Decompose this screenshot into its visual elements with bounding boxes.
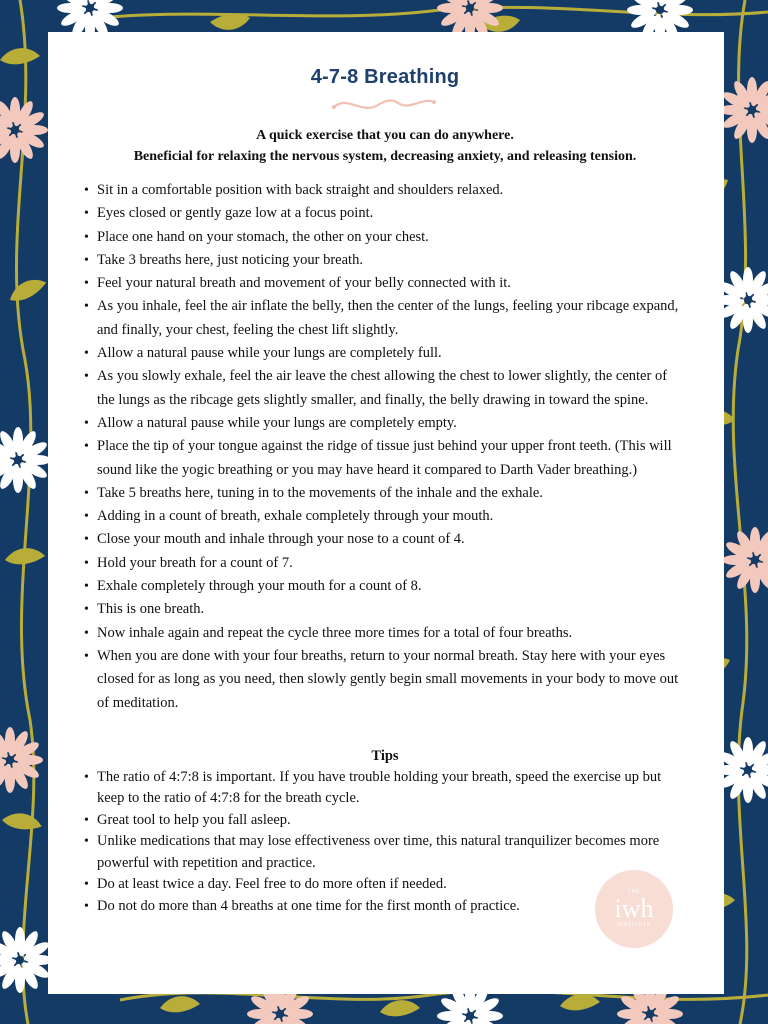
step-item: • Take 3 breaths here, just noticing your breath.: [84, 249, 686, 272]
tips-list: [84, 767, 686, 918]
tip-item: • Do not do more than 4 breaths at one time for the first month of practice.: [84, 896, 686, 918]
logo-main-text: iwh: [614, 894, 654, 923]
step-item: • Close your mouth and inhale through your nose to a count of 4.: [84, 528, 686, 551]
step-item: • Now inhale again and repeat the cycle three more times for a total of four breaths.: [84, 622, 686, 645]
iwh-institute-logo: [595, 870, 673, 948]
page-title: 4-7-8 Breathing: [310, 66, 460, 88]
intro-line-2: Beneficial for relaxing the nervous system, decreasing anxiety, and releasing tension.: [133, 149, 637, 164]
intro-text: [84, 125, 686, 167]
logo-top-text: THE: [627, 889, 641, 895]
step-item: • As you slowly exhale, feel the air leave the chest allowing the chest to lower slightly, the center of the lungs as the ribcage gets slightly smaller, and finally, the belly drawing in toward the spine.: [84, 365, 686, 412]
step-item: • Exhale completely through your mouth for a count of 8.: [84, 575, 686, 598]
step-item: • Adding in a count of breath, exhale completely through your mouth.: [84, 505, 686, 528]
tip-item: • Do at least twice a day. Feel free to do more often if needed.: [84, 874, 686, 896]
tip-item: • The ratio of 4:7:8 is important. If you have trouble holding your breath, speed the exercise up but keep to the ratio of 4:7:8 for the breath cycle.: [84, 767, 686, 810]
step-item: • As you inhale, feel the air inflate the belly, then the center of the lungs, feeling your ribcage expand, and finally, your chest, feeling the chest lift slightly.: [84, 295, 686, 342]
steps-list: [84, 179, 686, 715]
step-item: • Place the tip of your tongue against the ridge of tissue just behind your upper front teeth. (This will sound like the yogic breathing or you may have heard it compared to Darth Vader breathing.): [84, 435, 686, 482]
tip-item: • Great tool to help you fall asleep.: [84, 810, 686, 832]
step-item: • Eyes closed or gently gaze low at a focus point.: [84, 202, 686, 225]
tips-heading: Tips: [371, 747, 399, 764]
step-item: • Allow a natural pause while your lungs are completely full.: [84, 342, 686, 365]
step-item: • Sit in a comfortable position with back straight and shoulders relaxed.: [84, 179, 686, 202]
step-item: • This is one breath.: [84, 598, 686, 621]
intro-line-1: A quick exercise that you can do anywhere.: [256, 128, 514, 143]
step-item: • Take 5 breaths here, tuning in to the movements of the inhale and the exhale.: [84, 482, 686, 505]
flourish-ornament-icon: [330, 93, 440, 115]
tip-item: • Unlike medications that may lose effectiveness over time, this natural tranquilizer becomes more powerful with repetition and practice.: [84, 831, 686, 874]
step-item: • Hold your breath for a count of 7.: [84, 552, 686, 575]
step-item: • Allow a natural pause while your lungs are completely empty.: [84, 412, 686, 435]
step-item: • Feel your natural breath and movement of your belly connected with it.: [84, 272, 686, 295]
content-card: [48, 32, 724, 994]
step-item: • Place one hand on your stomach, the other on your chest.: [84, 226, 686, 249]
step-item: • When you are done with your four breaths, return to your normal breath. Stay here with your eyes closed for as long as you need, then slowly gently begin small movements in your body to move out of meditation.: [84, 645, 686, 715]
logo-bottom-text: INSTITUTE: [616, 922, 652, 928]
